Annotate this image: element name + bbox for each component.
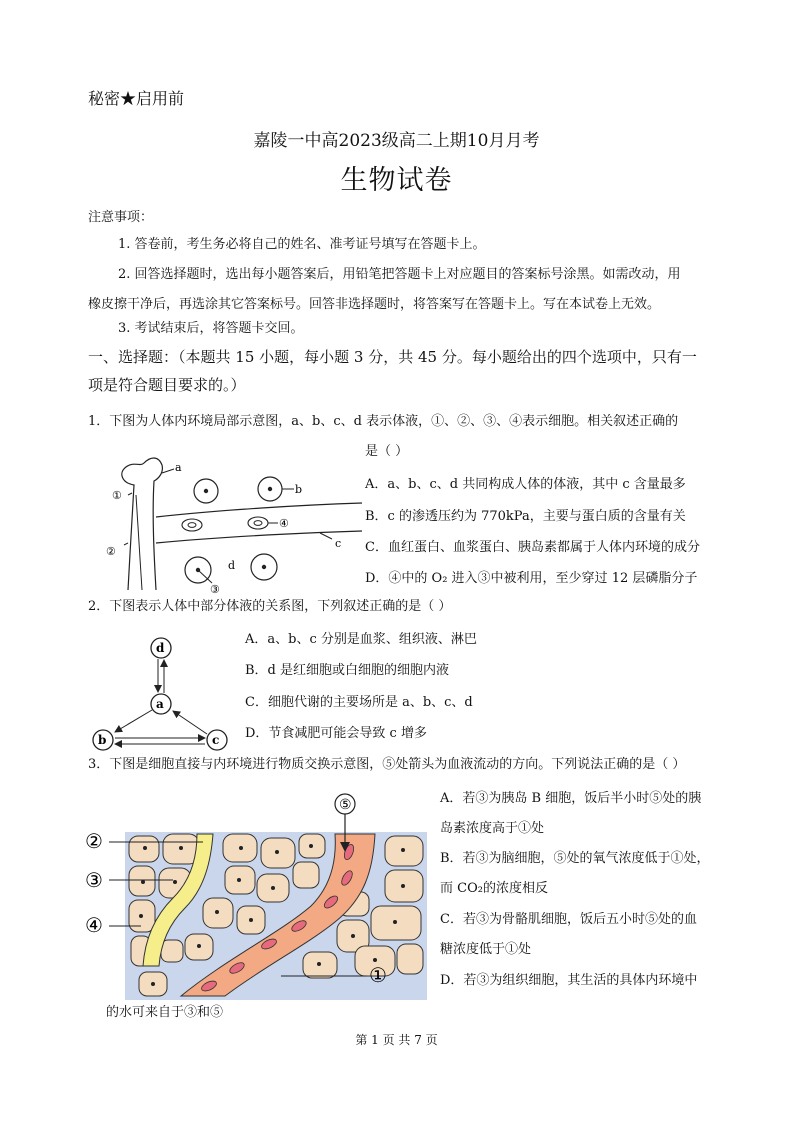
q1-label-d: d bbox=[228, 559, 236, 572]
q1-label-c: c bbox=[335, 537, 342, 550]
q3-option-b: B．若③为脑细胞，⑤处的氧气浓度低于①处， bbox=[440, 851, 710, 866]
q1-label-a: a bbox=[175, 461, 182, 474]
notes-title: 注意事项： bbox=[88, 210, 154, 225]
q1-stem: 1．下图为人体内环境局部示意图，a、b、c、d 表示体液，①、②、③、④表示细胞。相关叙述正确的 bbox=[88, 414, 679, 429]
q2-label-c: c bbox=[212, 733, 220, 747]
q1-option-a: A．a、b、c、d 共同构成人体的体液，其中 c 含量最多 bbox=[365, 477, 686, 492]
q3-diagram bbox=[85, 790, 430, 1002]
confidential-mark: 秘密★启用前 bbox=[88, 89, 185, 108]
q3-option-a-cont: 岛素浓度高于①处 bbox=[440, 821, 545, 836]
q2-option-d: D．节食减肥可能会导致 c 增多 bbox=[245, 726, 427, 741]
q2-label-b: b bbox=[98, 733, 107, 747]
exam-title: 嘉陵一中高2023级高二上期10月月考 bbox=[253, 131, 540, 151]
q2-option-b: B．d 是红细胞或白细胞的细胞内液 bbox=[245, 663, 450, 678]
q3-label-n4: ④ bbox=[85, 913, 103, 937]
q1-label-n1: ① bbox=[112, 489, 122, 502]
q3-stem: 3．下图是细胞直接与内环境进行物质交换示意图，⑤处箭头为血液流动的方向。下列说法正确的是（ ） bbox=[88, 757, 686, 772]
q2-diagram bbox=[85, 630, 235, 755]
q1-label-n3: ③ bbox=[210, 583, 220, 595]
q3-label-n5: ⑤ bbox=[339, 797, 352, 813]
page-number: 第 1 页 共 7 页 bbox=[355, 1033, 438, 1047]
q1-label-n4: ④ bbox=[279, 517, 289, 530]
note-item: 2. 回答选择题时，选出每小题答案后，用铅笔把答题卡上对应题目的答案标号涂黑。如需改动，用 bbox=[118, 267, 681, 282]
q1-diagram bbox=[100, 455, 365, 595]
section-heading-cont: 项是符合题目要求的。） bbox=[88, 376, 246, 394]
q3-option-a: A．若③为胰岛 B 细胞，饭后半小时⑤处的胰 bbox=[440, 791, 702, 806]
q3-label-n1: ① bbox=[369, 963, 387, 987]
q2-stem: 2．下图表示人体中部分体液的关系图，下列叙述正确的是（ ） bbox=[88, 599, 452, 614]
q2-label-d: d bbox=[156, 641, 165, 655]
q3-option-b-cont: 而 CO₂的浓度相反 bbox=[440, 881, 548, 896]
q3-label-n3: ③ bbox=[85, 868, 103, 892]
note-item: 1. 答卷前，考生务必将自己的姓名、准考证号填写在答题卡上。 bbox=[118, 237, 486, 252]
q1-option-b: B．c 的渗透压约为 770kPa，主要与蛋白质的含量有关 bbox=[365, 509, 686, 524]
q3-option-c-cont: 糖浓度低于①处 bbox=[440, 942, 532, 957]
q1-label-b: b bbox=[295, 483, 303, 496]
q1-label-n2: ② bbox=[106, 545, 116, 558]
q3-option-d-cont: 的水可来自于③和⑤ bbox=[106, 1005, 224, 1020]
subject-title: 生物试卷 bbox=[340, 165, 453, 196]
note-item: 橡皮擦干净后，再选涂其它答案标号。回答非选择题时，将答案写在答题卡上。写在本试卷上无效。 bbox=[88, 297, 661, 312]
q1-option-c: C．血红蛋白、血浆蛋白、胰岛素都属于人体内环境的成分 bbox=[365, 540, 700, 555]
q1-option-d: D．④中的 O₂ 进入③中被利用，至少穿过 12 层磷脂分子 bbox=[365, 571, 698, 586]
q2-label-a: a bbox=[156, 697, 164, 711]
q3-label-n2: ② bbox=[85, 829, 103, 853]
note-item: 3. 考试结束后，将答题卡交回。 bbox=[118, 321, 304, 336]
q3-option-c: C．若③为骨骼肌细胞，饭后五小时⑤处的血 bbox=[440, 912, 697, 927]
section-heading: 一、选择题：（本题共 15 小题，每小题 3 分，共 45 分。每小题给出的四个选项中，只有一 bbox=[88, 348, 697, 366]
q2-option-c: C．细胞代谢的主要场所是 a、b、c、d bbox=[245, 695, 473, 710]
q3-option-d: D．若③为组织细胞，其生活的具体内环境中 bbox=[440, 973, 698, 988]
q1-stem-cont: 是（ ） bbox=[365, 444, 409, 459]
q2-option-a: A．a、b、c 分别是血浆、组织液、淋巴 bbox=[245, 632, 477, 647]
